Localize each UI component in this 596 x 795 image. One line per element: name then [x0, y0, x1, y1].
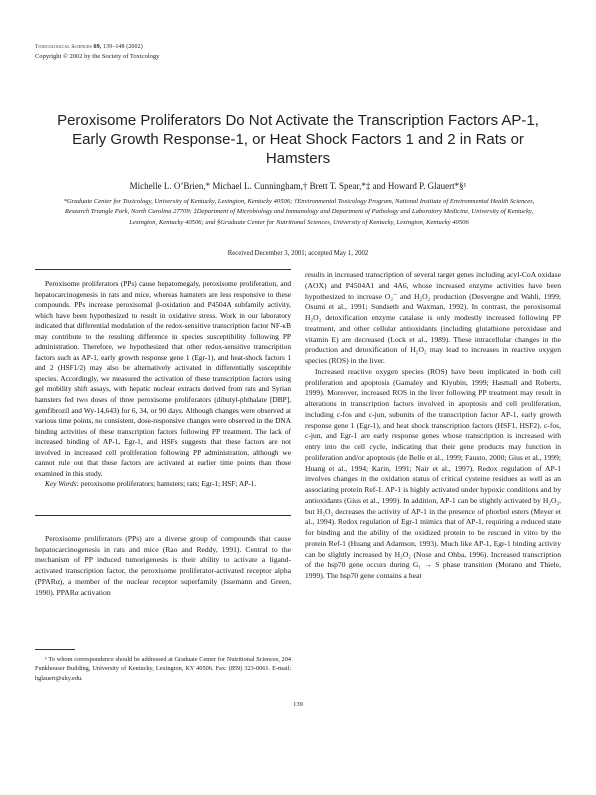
received-dates: Received December 3, 2001; accepted May 1, 2002: [227, 250, 369, 257]
keywords-list: peroxisome proliferators; hamsters; rats; Egr-1; HSF; AP-1.: [80, 479, 257, 489]
body-paragraph-continued: results in increased transcription of several target genes including acyl-CoA oxidase (AOX) and P4504A1 and 4A6, whose increased enzyme activities have been hypothesized to increase O₂⁻ and H₂O₂ production (Desvergne and Wahli, 1999; Osumi et al., 1991; Sundseth and Waxman, 1992). In contrast, the peroxisomal H₂O₂ detoxification enzyme catalase is only modestly increased following PP treatment, and other cellular antioxidants (including glutathione peroxidase and vitamin E) are decreased (Lock et al., 1989). These intracellular changes in the production and detoxification of H₂O₂ may lead to increases in reactive oxygen species (ROS) in the liver.: [305, 270, 561, 365]
affiliations: *Graduate Center for Toxicology, University of Kentucky, Lexington, Kentucky 40506; †Environmental Toxicology Program, National Institute of Environmental Health Sciences, Research Triangle Park, North Carolina 27709; ‡Department of Microbiology and Immunology and Department of Pathology and Laboratory Medicine, University of Kentucky, Lexington, Kentucky 40506; and §Graduate Center for Nutritional Sciences, University of Kentucky, Lexington, Kentucky 40506: [63, 198, 535, 226]
correspondence-footnote: [35, 655, 291, 683]
body-paragraph: Increased reactive oxygen species (ROS) have been implicated in both cell proliferation and apoptosis (Gamaley and Klyubin, 1999; Hasmall and Roberts, 1999). Moreover, increased ROS in the liver following PP treatment may result in alterations in transcription factors involved in apoptosis and cell proliferation, including c-fos and c-jun, subunits of the transcription factor AP-1, early growth response gene 1 (Egr-1), and heat shock transcription factors (HSF1, HSF2). c-fos, c-jun, and Egr-1 are early response genes whose transcription is increased with entry into the cell cycle, indicating that their gene products may function in proliferation and/or apoptosis (de Belle et al., 1999; Fausto, 2000; Gius et al., 1999; Huang et al., 1994; Karin, 1991; Nair et al., 1997). Redox regulation of AP-1 involves changes in the oxidation status of critical cysteine residues as well as an associating protein Ref-1. AP-1 is highly activated under hypoxic conditions and by antioxidants (Gius et al., 1999). In addition, AP-1 can be slightly activated by H₂O₂, but H₂O₂ decreases the activity of AP-1 in the presence of phorbol esters (Meyer et al., 1994). Redox regulation of Egr-1 mimics that of AP-1, requiring a reduced state for binding and the ability of the oxidized protein to be rescued in vitro by the protein Ref-1 (Huang and Adamson, 1993). Much like AP-1, Egr-1 binding activity can be slightly increased by H₂O₂ (Nose and Ohba, 1996). Increased transcription of the hsp70 gene occurs during G₁ → S phase transition (Morano and Thiele, 1999). The hsp70 gene contains a heat: [305, 366, 561, 580]
author-list: Michelle L. O’Brien,* Michael L. Cunningham,† Brett T. Spear,*‡ and Howard P. Glauert*§¹: [129, 181, 467, 191]
body-text-right-column: [305, 270, 561, 582]
keywords: [35, 479, 291, 490]
article-title: Peroxisome Proliferators Do Not Activate the Transcription Factors AP-1, Early Growth Response-1, or Heat Shock Factors 1 and 2 in Rats or Hamsters: [57, 112, 539, 167]
abstract-bottom-rule: [35, 515, 291, 516]
footnote-text: ¹ To whom correspondence should be addressed at Graduate Center for Nutritional Sciences, 204 Funkhouser Building, University of Kentucky, Lexington, KY 40506. Fax: (859) 323-0061. E-mail: hglauert@uky.edu.: [35, 656, 291, 682]
journal-volume: 69,: [93, 44, 102, 50]
journal-pages: 139–148 (2002): [102, 44, 143, 50]
abstract-top-rule: [35, 269, 291, 270]
footnote-rule: [35, 649, 75, 650]
copyright-line: Copyright © 2002 by the Society of Toxicology: [35, 53, 160, 60]
journal-name: Toxicological Sciences: [35, 44, 92, 50]
abstract: [35, 279, 291, 490]
page-number: 139: [293, 701, 303, 708]
journal-citation: [35, 44, 143, 50]
abstract-text: Peroxisome proliferators (PPs) cause hepatomegaly, peroxisome proliferation, and hepatocarcinogenesis in rats and mice, whereas hamsters are less responsive to these compounds. PPs increase peroxisomal β-oxidation and P4504A subfamily activity, which have been hypothesized to result in oxidative stress. Work in our laboratory indicated that differential modulation of the redox-sensitive transcription factor NF-κB may contribute to the resulting difference in species susceptibility following PP administration. Therefore, we hypothesized that other redox-sensitive transcription factors such as AP-1, early growth response gene 1 (Egr-1), and heat-shock factors 1 and 2 (HSF1/2) may also be alternatively activated in differentially susceptible species. Accordingly, we measured the activation of these transcription factors using gel mobility shift assays, with hepatic nuclear extracts derived from rats and Syrian hamsters fed two doses of three peroxisome proliferators (dibutyl-phthalate [DBP], gemfibrozil and Wy-14,643) for 6, 34, or 90 days. Although changes were observed at various time points, no consistent, dose-responsive changes were observed in the DNA binding activities of these transcription factors following PP treatment. The lack of increased binding of AP-1, Egr-1, and HSFs suggests that these factors are not involved in increased cell proliferation following PP administration, although we cannot rule out that these factors are activated at earlier time points than those examined in this study.: [35, 279, 291, 478]
body-text-left-column: [35, 534, 291, 598]
introduction-paragraph: Peroxisome proliferators (PPs) are a diverse group of compounds that cause hepatocarcinogenesis in rats and mice (Rao and Reddy, 1991). Central to the mechanism of PP induced tumorigenesis is their ability to activate a ligand-activated transcription factor, the peroxisome proliferator-activated receptor alpha (PPARα), a member of the nuclear receptor superfamily (Issemann and Green, 1990). PPARα activation: [35, 534, 291, 597]
keywords-label: Key Words:: [45, 479, 79, 489]
